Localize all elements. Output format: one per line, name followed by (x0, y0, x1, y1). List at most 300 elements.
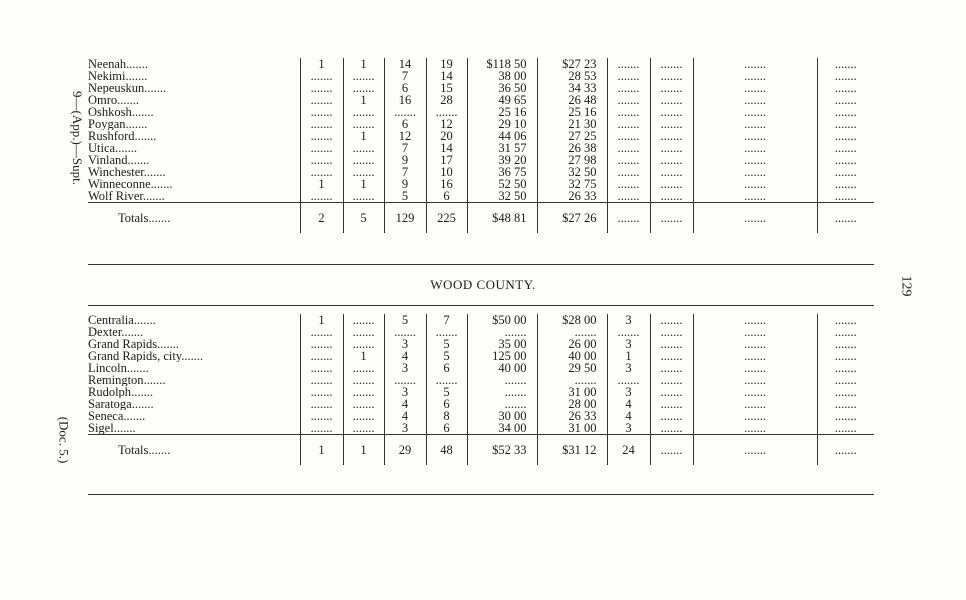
blank-cell: ....... (650, 350, 693, 362)
cell-c4: 7 (426, 314, 467, 326)
cell-c3: ....... (384, 374, 426, 386)
cell-c6: 32 50 (537, 166, 607, 178)
row-label-text: Neenah (88, 58, 127, 70)
blank-cell: ....... (693, 386, 817, 398)
blank-cell: ....... (607, 154, 650, 166)
cell-c2: ....... (343, 190, 384, 203)
cell-c1: ....... (300, 154, 343, 166)
cell-c5: 49 65 (467, 94, 537, 106)
bottom-rule (88, 494, 874, 495)
cell-c7: 3 (607, 386, 650, 398)
blank-cell: ....... (650, 203, 693, 234)
cell-c2: ....... (343, 410, 384, 422)
leader-dots: ....... (142, 190, 165, 203)
table-row (88, 154, 874, 166)
blank-cell: ....... (817, 106, 874, 118)
section-divider (88, 305, 874, 306)
row-label-text: Remington (88, 374, 144, 386)
row-label (88, 142, 300, 154)
blank-cell: ....... (817, 410, 874, 422)
cell-c1: ....... (300, 130, 343, 142)
row-label-text: Winchester (88, 166, 144, 178)
cell-c6: 25 16 (537, 106, 607, 118)
cell-c2: ....... (343, 106, 384, 118)
cell-c6: 26 48 (537, 94, 607, 106)
totals-row (88, 435, 874, 466)
leader-dots: ....... (126, 362, 149, 374)
blank-cell: ....... (607, 130, 650, 142)
cell-c3: 4 (384, 350, 426, 362)
row-label (88, 94, 300, 106)
cell-c1: ....... (300, 94, 343, 106)
blank-cell: ....... (817, 130, 874, 142)
cell-c6: ....... (537, 326, 607, 338)
cell-c5: 35 00 (467, 338, 537, 350)
leader-dots: ....... (126, 58, 149, 70)
row-label (88, 166, 300, 178)
table-row (88, 350, 874, 362)
table-row (88, 178, 874, 190)
cell-c1: ....... (300, 142, 343, 154)
cell-c6: $31 12 (537, 435, 607, 466)
cell-c7: 1 (607, 350, 650, 362)
blank-cell: ....... (650, 338, 693, 350)
cell-c4: 28 (426, 94, 467, 106)
cell-c7: 3 (607, 422, 650, 435)
row-label-text: Oshkosh (88, 106, 132, 118)
cell-c1: 1 (300, 58, 343, 70)
blank-cell: ....... (817, 314, 874, 326)
cell-c4: 14 (426, 70, 467, 82)
row-label (88, 338, 300, 350)
cell-c3: 16 (384, 94, 426, 106)
cell-c1: 1 (300, 435, 343, 466)
row-label (88, 422, 300, 435)
row-label (88, 386, 300, 398)
cell-c3: 6 (384, 82, 426, 94)
blank-cell: ....... (650, 190, 693, 203)
blank-cell: ....... (650, 435, 693, 466)
blank-cell: ....... (607, 58, 650, 70)
table-row (88, 142, 874, 154)
cell-c1: ....... (300, 338, 343, 350)
cell-c4: ....... (426, 374, 467, 386)
cell-c5: 44 06 (467, 130, 537, 142)
row-label-text: Centralia (88, 314, 134, 326)
blank-cell: ....... (817, 326, 874, 338)
blank-cell: ....... (693, 350, 817, 362)
cell-c5: $52 33 (467, 435, 537, 466)
blank-cell: ....... (693, 178, 817, 190)
cell-c2: ....... (343, 154, 384, 166)
row-label-text: Dexter (88, 326, 122, 338)
blank-cell: ....... (607, 203, 650, 234)
blank-cell: ....... (693, 106, 817, 118)
blank-cell: ....... (693, 410, 817, 422)
blank-cell: ....... (650, 118, 693, 130)
blank-cell: ....... (817, 58, 874, 70)
cell-c4: 6 (426, 398, 467, 410)
table-row (88, 58, 874, 70)
cell-c5: ....... (467, 398, 537, 410)
cell-c6: 31 00 (537, 422, 607, 435)
cell-c2: ....... (343, 326, 384, 338)
blank-cell: ....... (817, 386, 874, 398)
row-label-text: Totals (118, 443, 149, 457)
blank-cell: ....... (817, 178, 874, 190)
cell-c1: ....... (300, 410, 343, 422)
cell-c5: ....... (467, 326, 537, 338)
leader-dots: ....... (127, 154, 150, 166)
row-label-text: Nepeuskun (88, 82, 145, 94)
table-row (88, 190, 874, 203)
blank-cell: ....... (817, 338, 874, 350)
row-label-text: Vinland (88, 154, 128, 166)
cell-c6: $27 26 (537, 203, 607, 234)
cell-c2: 1 (343, 350, 384, 362)
blank-cell: ....... (650, 130, 693, 142)
cell-c5: ....... (467, 386, 537, 398)
table-row (88, 94, 874, 106)
row-label-text: Nekimi (88, 70, 126, 82)
cell-c2: ....... (343, 118, 384, 130)
cell-c7: ....... (607, 374, 650, 386)
cell-c3: 29 (384, 435, 426, 466)
row-label (88, 154, 300, 166)
cell-c1: ....... (300, 326, 343, 338)
row-label (88, 118, 300, 130)
cell-c5: 38 00 (467, 70, 537, 82)
cell-c2: ....... (343, 422, 384, 435)
blank-cell: ....... (693, 82, 817, 94)
cell-c3: 7 (384, 142, 426, 154)
cell-c2: 1 (343, 435, 384, 466)
cell-c6: $28 00 (537, 314, 607, 326)
row-label-text: Utica (88, 142, 116, 154)
blank-cell: ....... (817, 70, 874, 82)
blank-cell: ....... (693, 314, 817, 326)
blank-cell: ....... (650, 374, 693, 386)
row-label-text: Lincoln (88, 362, 127, 374)
blank-cell: ....... (650, 362, 693, 374)
row-label (88, 130, 300, 142)
blank-cell: ....... (607, 118, 650, 130)
cell-c5: 30 00 (467, 410, 537, 422)
table-row (88, 118, 874, 130)
wood-county-table (88, 314, 874, 465)
blank-cell: ....... (650, 326, 693, 338)
cell-c3: 9 (384, 154, 426, 166)
cell-c4: ....... (426, 326, 467, 338)
cell-c2: 1 (343, 178, 384, 190)
cell-c3: 3 (384, 422, 426, 435)
cell-c1: ....... (300, 422, 343, 435)
cell-c4: ....... (426, 106, 467, 118)
cell-c6: 26 33 (537, 190, 607, 203)
side-label-bottom: (Doc. 5.) (56, 416, 72, 464)
cell-c4: 17 (426, 154, 467, 166)
cell-c3: 7 (384, 70, 426, 82)
cell-c1: ....... (300, 362, 343, 374)
row-label (88, 374, 300, 386)
cell-c2: ....... (343, 398, 384, 410)
table-row (88, 386, 874, 398)
side-label-top: 9—(App.)—Supt. (69, 91, 85, 185)
blank-cell: ....... (650, 166, 693, 178)
row-label (88, 350, 300, 362)
blank-cell: ....... (650, 94, 693, 106)
cell-c3: ....... (384, 326, 426, 338)
table-row (88, 422, 874, 435)
winnebago-table (88, 58, 874, 233)
leader-dots: ....... (131, 386, 153, 398)
row-label (88, 82, 300, 94)
cell-c2: ....... (343, 142, 384, 154)
cell-c5: ....... (467, 374, 537, 386)
cell-c3: 129 (384, 203, 426, 234)
cell-c4: 6 (426, 422, 467, 435)
row-label-text: Saratoga (88, 398, 132, 410)
leader-dots: ....... (143, 166, 166, 178)
cell-c2: ....... (343, 386, 384, 398)
row-label (88, 398, 300, 410)
cell-c5: $50 00 (467, 314, 537, 326)
leader-dots: ....... (131, 398, 154, 410)
table-row (88, 398, 874, 410)
row-label-text: Rushford (88, 130, 135, 142)
row-label (88, 314, 300, 326)
cell-c2: ....... (343, 314, 384, 326)
blank-cell: ....... (817, 374, 874, 386)
table-row (88, 82, 874, 94)
cell-c5: 36 75 (467, 166, 537, 178)
blank-cell: ....... (693, 166, 817, 178)
blank-cell: ....... (817, 362, 874, 374)
cell-c4: 14 (426, 142, 467, 154)
cell-c3: 9 (384, 178, 426, 190)
blank-cell: ....... (693, 374, 817, 386)
cell-c4: 6 (426, 362, 467, 374)
leader-dots: ....... (125, 118, 148, 130)
cell-c2: ....... (343, 166, 384, 178)
blank-cell: ....... (650, 58, 693, 70)
cell-c4: 5 (426, 338, 467, 350)
row-label (88, 178, 300, 190)
blank-cell: ....... (693, 58, 817, 70)
cell-c5: 39 20 (467, 154, 537, 166)
cell-c7: 24 (607, 435, 650, 466)
leader-dots: ....... (123, 410, 146, 422)
cell-c2: 5 (343, 203, 384, 234)
cell-c1: ....... (300, 350, 343, 362)
row-label (88, 410, 300, 422)
leader-dots: ....... (134, 130, 157, 142)
cell-c3: ....... (384, 106, 426, 118)
cell-c6: 28 53 (537, 70, 607, 82)
cell-c4: 20 (426, 130, 467, 142)
blank-cell: ....... (817, 398, 874, 410)
cell-c4: 8 (426, 410, 467, 422)
leader-dots: ....... (125, 70, 148, 82)
leader-dots: ....... (115, 142, 137, 154)
blank-cell: ....... (817, 94, 874, 106)
cell-c5: 25 16 (467, 106, 537, 118)
blank-cell: ....... (650, 410, 693, 422)
blank-cell: ....... (607, 94, 650, 106)
cell-c7: 4 (607, 398, 650, 410)
cell-c1: ....... (300, 70, 343, 82)
totals-row (88, 203, 874, 234)
blank-cell: ....... (817, 422, 874, 435)
blank-cell: ....... (817, 118, 874, 130)
blank-cell: ....... (650, 178, 693, 190)
cell-c5: $118 50 (467, 58, 537, 70)
table-row (88, 338, 874, 350)
cell-c5: 52 50 (467, 178, 537, 190)
cell-c6: 26 00 (537, 338, 607, 350)
table-row (88, 326, 874, 338)
cell-c6: 32 75 (537, 178, 607, 190)
cell-c2: 1 (343, 58, 384, 70)
cell-c5: 36 50 (467, 82, 537, 94)
cell-c1: ....... (300, 82, 343, 94)
cell-c1: ....... (300, 190, 343, 203)
cell-c2: ....... (343, 70, 384, 82)
row-label-text: Totals (118, 211, 149, 225)
table-row (88, 166, 874, 178)
row-label (88, 326, 300, 338)
table-row (88, 374, 874, 386)
cell-c4: 225 (426, 203, 467, 234)
cell-c5: 29 10 (467, 118, 537, 130)
cell-c2: ....... (343, 82, 384, 94)
cell-c5: $48 81 (467, 203, 537, 234)
blank-cell: ....... (817, 154, 874, 166)
cell-c6: 27 25 (537, 130, 607, 142)
leader-dots: ....... (150, 178, 173, 190)
cell-c6: 21 30 (537, 118, 607, 130)
cell-c6: 26 33 (537, 410, 607, 422)
cell-c1: 2 (300, 203, 343, 234)
leader-dots: ....... (133, 314, 156, 326)
cell-c6: $27 23 (537, 58, 607, 70)
cell-c1: ....... (300, 374, 343, 386)
cell-c7: 3 (607, 314, 650, 326)
blank-cell: ....... (817, 190, 874, 203)
row-label-text: Winneconne (88, 178, 151, 190)
cell-c5: 125 00 (467, 350, 537, 362)
cell-c6: ....... (537, 374, 607, 386)
blank-cell: ....... (650, 142, 693, 154)
blank-cell: ....... (817, 435, 874, 466)
row-label (88, 70, 300, 82)
leader-dots: ....... (113, 422, 136, 435)
blank-cell: ....... (607, 82, 650, 94)
blank-cell: ....... (607, 70, 650, 82)
cell-c3: 5 (384, 190, 426, 203)
cell-c6: 34 33 (537, 82, 607, 94)
cell-c3: 12 (384, 130, 426, 142)
blank-cell: ....... (693, 435, 817, 466)
cell-c3: 5 (384, 314, 426, 326)
row-label-text: Omro (88, 94, 118, 106)
blank-cell: ....... (817, 166, 874, 178)
blank-cell: ....... (817, 82, 874, 94)
cell-c3: 7 (384, 166, 426, 178)
blank-cell: ....... (650, 398, 693, 410)
blank-cell: ....... (693, 422, 817, 435)
cell-c1: 1 (300, 178, 343, 190)
cell-c7: ....... (607, 326, 650, 338)
row-label (88, 362, 300, 374)
row-label-text: Seneca (88, 410, 124, 422)
cell-c5: 31 57 (467, 142, 537, 154)
cell-c1: ....... (300, 118, 343, 130)
row-label-text: Grand Rapids (88, 338, 158, 350)
row-label (88, 190, 300, 203)
blank-cell: ....... (607, 106, 650, 118)
blank-cell: ....... (693, 338, 817, 350)
cell-c2: 1 (343, 94, 384, 106)
cell-c7: 4 (607, 410, 650, 422)
leader-dots: ....... (143, 374, 166, 386)
cell-c3: 6 (384, 118, 426, 130)
table-row (88, 70, 874, 82)
blank-cell: ....... (693, 362, 817, 374)
row-label (88, 435, 300, 466)
cell-c1: 1 (300, 314, 343, 326)
cell-c4: 48 (426, 435, 467, 466)
blank-cell: ....... (817, 203, 874, 234)
row-label (88, 203, 300, 234)
blank-cell: ....... (607, 142, 650, 154)
cell-c7: 3 (607, 338, 650, 350)
cell-c1: ....... (300, 386, 343, 398)
cell-c4: 5 (426, 386, 467, 398)
row-label (88, 58, 300, 70)
blank-cell: ....... (693, 70, 817, 82)
leader-dots: ....... (121, 326, 144, 338)
row-label-text: Sigel (88, 422, 114, 435)
cell-c6: 29 50 (537, 362, 607, 374)
cell-c2: 1 (343, 130, 384, 142)
blank-cell: ....... (607, 178, 650, 190)
blank-cell: ....... (693, 142, 817, 154)
cell-c6: 27 98 (537, 154, 607, 166)
row-label-text: Rudolph (88, 386, 132, 398)
blank-cell: ....... (817, 350, 874, 362)
cell-c4: 15 (426, 82, 467, 94)
blank-cell: ....... (693, 190, 817, 203)
blank-cell: ....... (650, 422, 693, 435)
leader-dots: ....... (181, 350, 204, 362)
cell-c3: 14 (384, 58, 426, 70)
cell-c6: 28 00 (537, 398, 607, 410)
cell-c2: ....... (343, 362, 384, 374)
cell-c6: 26 38 (537, 142, 607, 154)
blank-cell: ....... (693, 118, 817, 130)
cell-c4: 10 (426, 166, 467, 178)
county-heading: WOOD COUNTY. (430, 277, 536, 292)
row-label-text: Grand Rapids, city (88, 350, 182, 362)
cell-c7: 3 (607, 362, 650, 374)
cell-c2: ....... (343, 338, 384, 350)
table-row (88, 106, 874, 118)
cell-c3: 3 (384, 362, 426, 374)
leader-dots: ....... (117, 94, 140, 106)
blank-cell: ....... (693, 130, 817, 142)
table-row (88, 314, 874, 326)
